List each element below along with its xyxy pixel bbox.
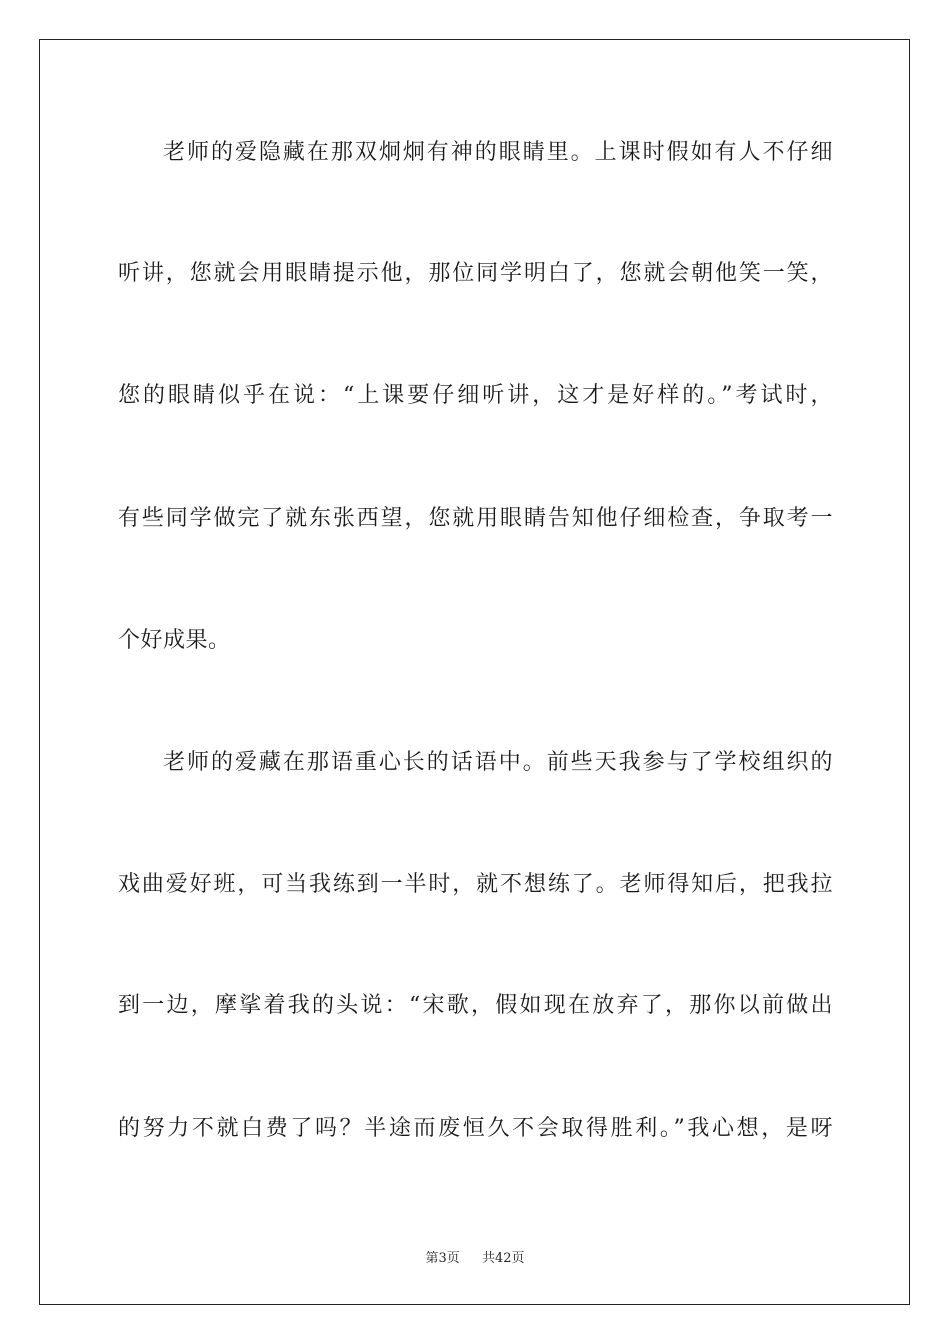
paragraph-2-line-2: 戏曲爱好班，可当我练到一半时，就不想练了。老师得知后，把我拉 — [118, 872, 833, 897]
paragraph-1-line-1: 老师的爱隐藏在那双炯炯有神的眼睛里。上课时假如有人不仔细 — [163, 140, 833, 165]
page-footer — [0, 1247, 950, 1266]
paragraph-1-line-2: 听讲，您就会用眼睛提示他，那位同学明白了，您就会朝他笑一笑， — [118, 261, 833, 286]
paragraph-2-line-4: 的努力不就白费了吗？半途而废恒久不会取得胜利。”我心想，是呀 — [118, 1116, 833, 1141]
paragraph-2-line-1: 老师的爱藏在那语重心长的话语中。前些天我参与了学校组织的 — [163, 750, 833, 775]
paragraph-1-line-5: 个好成果。 — [118, 628, 231, 653]
paragraph-2-line-3: 到一边，摩挲着我的头说：“宋歌，假如现在放弃了，那你以前做出 — [118, 993, 833, 1018]
paragraph-1-line-4: 有些同学做完了就东张西望，您就用眼睛告知他仔细检查，争取考一 — [118, 506, 833, 531]
page-number: 第3页 — [425, 1251, 460, 1266]
paragraph-1-line-3: 您的眼睛似乎在说：“上课要仔细听讲，这才是好样的。”考试时， — [118, 383, 833, 408]
total-pages: 共42页 — [482, 1251, 525, 1266]
